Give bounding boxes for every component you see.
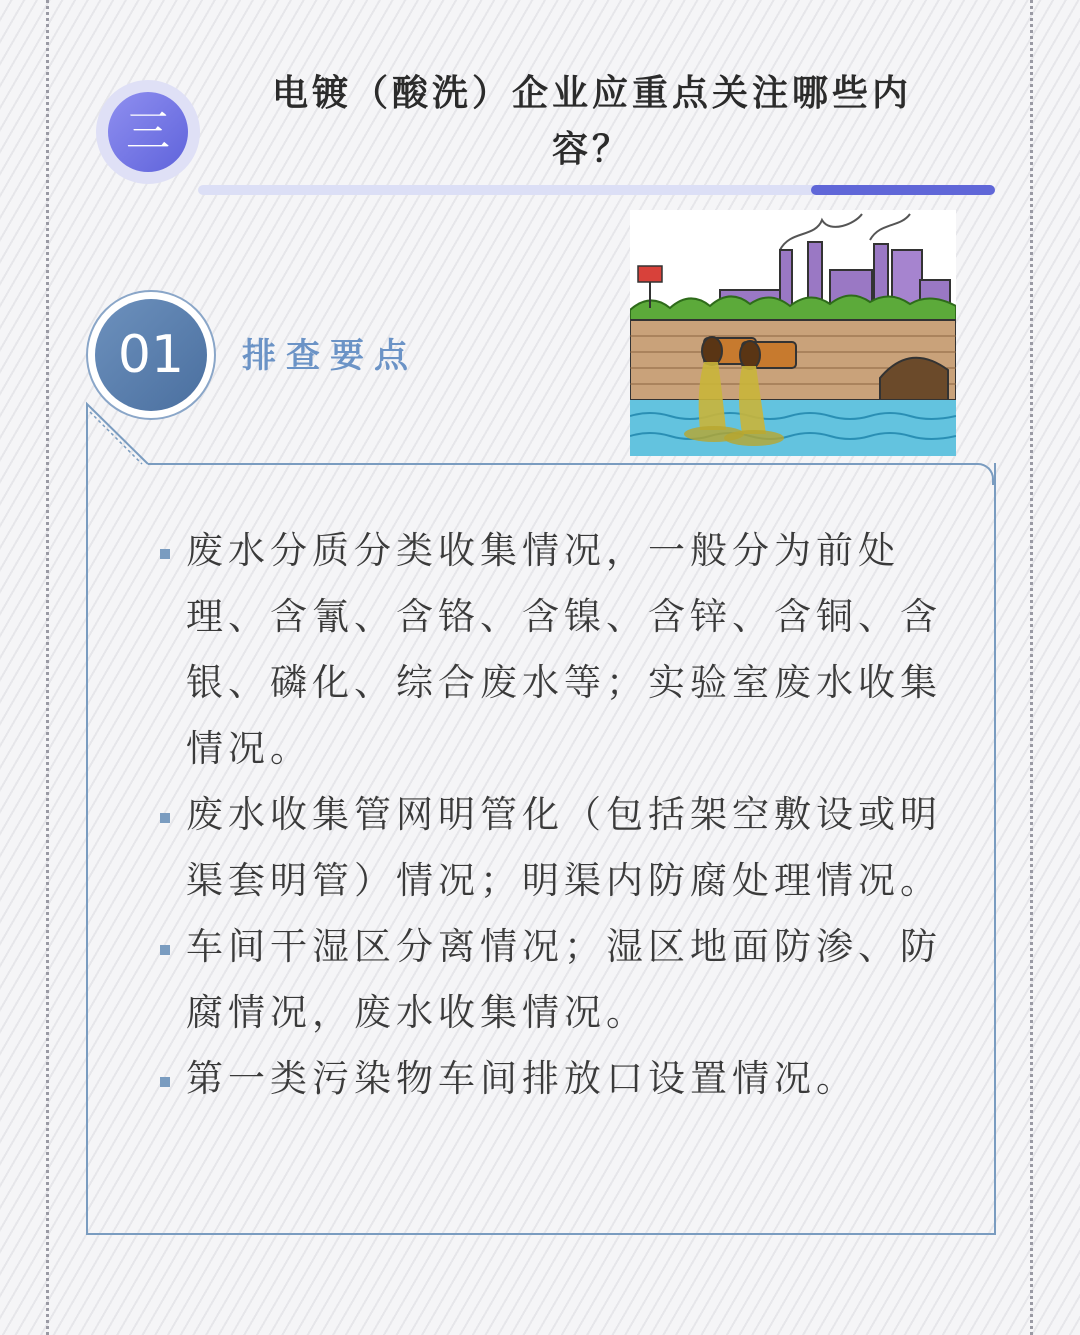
subsection-number: 01 [95,299,207,411]
section-badge [96,80,200,184]
bullet-square-icon [160,945,170,955]
section-title: 电镀（酸洗）企业应重点关注哪些内容？ [271,73,912,170]
list-item-text: 废水分质分类收集情况，一般分为前处理、含氰、含铬、含镍、含锌、含铜、含银、磷化、综合废水等；实验室废水收集情况。 [186,529,942,770]
list-item [156,1046,946,1112]
panel-top-border [148,463,974,465]
list-item-text: 第一类污染物车间排放口设置情况。 [186,1057,858,1100]
list-item [156,914,946,1046]
list-item-text: 车间干湿区分离情况；湿区地面防渗、防腐情况，废水收集情况。 [186,925,942,1034]
title-underline-bar [198,185,995,195]
list-item [156,782,946,914]
title-underline-accent [811,185,995,195]
list-item [156,518,946,782]
section-number: 三 [108,92,188,172]
bullet-square-icon [160,549,170,559]
right-dotted-border [1030,0,1033,1335]
subsection-number-badge [86,290,216,420]
checklist [156,518,946,1112]
list-item-text: 废水收集管网明管化（包括架空敷设或明渠套明管）情况；明渠内防腐处理情况。 [186,793,942,902]
bullet-square-icon [160,813,170,823]
factory-pollution-illustration [630,210,956,456]
subsection-title: 排查要点 [242,336,418,376]
bullet-square-icon [160,1077,170,1087]
left-dotted-border [46,0,49,1335]
